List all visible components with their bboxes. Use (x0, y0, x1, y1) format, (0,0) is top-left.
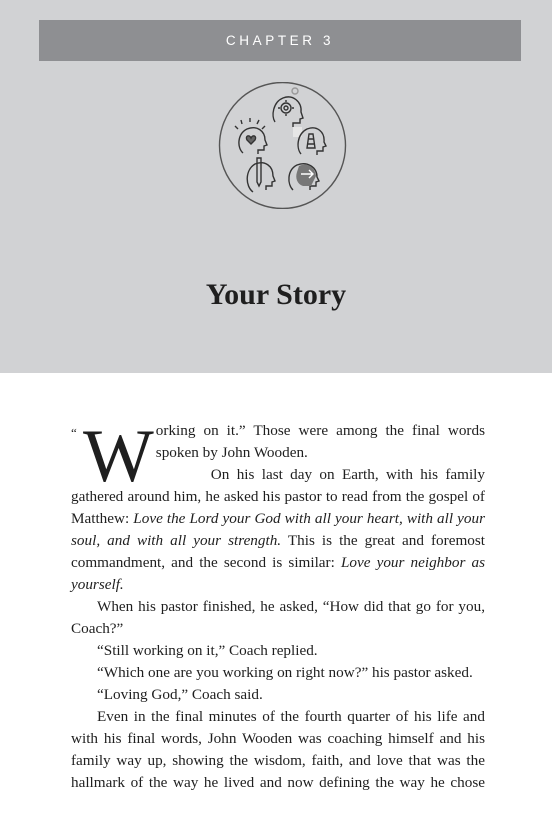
scripture-quote-2: Love your neighbor as yourself. (71, 554, 485, 593)
paragraph-6: “Loving God,” Coach said. (97, 686, 263, 703)
drop-cap: W (83, 415, 154, 498)
opening-quote-mark: “ (71, 425, 77, 440)
chapter-header (0, 0, 552, 373)
gear-head-icon (273, 88, 303, 127)
chapter-emblem-icon (217, 82, 348, 209)
body-text (71, 415, 485, 794)
chapter-bar (39, 20, 521, 61)
paragraph-2-text: On his last day on Earth, with his family gathered around him, he asked his pastor to read from the gospel of Matthew: (71, 466, 485, 527)
paragraph-7: Even in the final minutes of the fourth quarter of his life and with his final words, John Wooden was coaching himself and his family way up, showing the wisdom, faith, and love that was the hallmark of the way he lived and now defining the way he chose (71, 708, 485, 791)
paragraph-5: “Which one are you working on right now?” his pastor asked. (97, 664, 473, 681)
pencil-head-icon (247, 158, 275, 192)
opening-text: orking on it.” Those were among the final words spoken by John Wooden. (155, 422, 485, 461)
arrows-head-icon (289, 164, 319, 190)
chapter-title: Your Story (205, 278, 347, 311)
scripture-quote-1: Love the Lord your God with all your heart, with all your soul, and with all your strength. (71, 510, 485, 549)
paragraph-2-text-b: This is the great and foremost commandment, and the second is similar: (71, 532, 485, 571)
paragraph-3: When his pastor finished, he asked, “How did that go for you, Coach?” (71, 598, 485, 637)
chapter-label: CHAPTER 3 (225, 33, 335, 48)
lighthouse-head-icon (293, 127, 326, 155)
paragraph-4: “Still working on it,” Coach replied. (97, 642, 318, 659)
heart-head-icon (235, 118, 267, 154)
